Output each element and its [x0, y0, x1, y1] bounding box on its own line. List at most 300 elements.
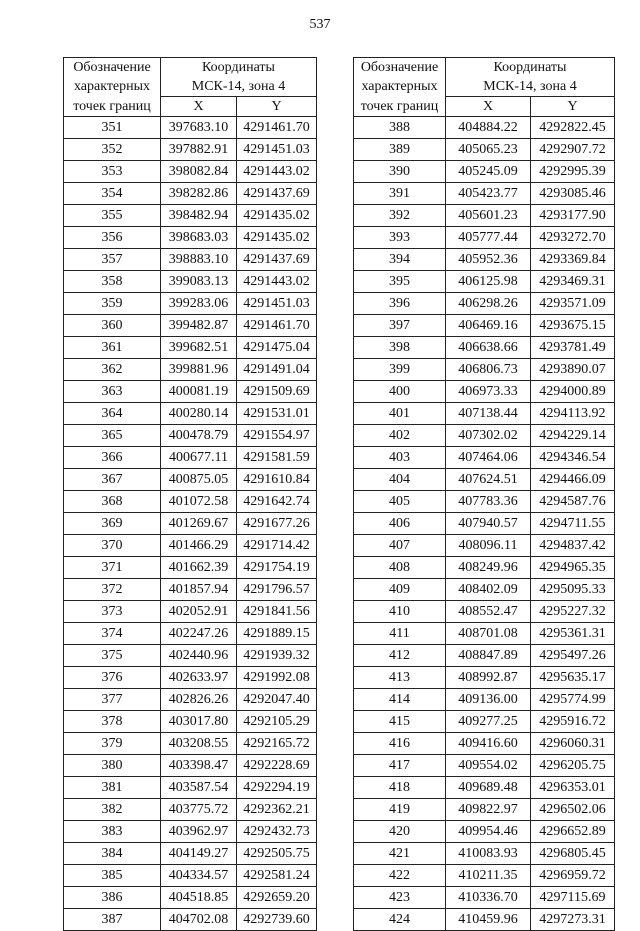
- x-coordinate-cell: 404702.08: [161, 909, 237, 931]
- table-row: [354, 403, 615, 425]
- x-coordinate-cell: 410211.35: [446, 865, 531, 887]
- y-coordinate-cell: 4293469.31: [531, 271, 615, 293]
- table-row: [64, 381, 317, 403]
- point-number-cell: 385: [64, 865, 161, 887]
- x-coordinate-cell: 402633.97: [161, 667, 237, 689]
- table-row: [64, 821, 317, 843]
- x-coordinate-cell: 400677.11: [161, 447, 237, 469]
- x-coordinate-cell: 410083.93: [446, 843, 531, 865]
- y-coordinate-cell: 4294000.89: [531, 381, 615, 403]
- header-point-label: характерных: [64, 78, 161, 97]
- y-coordinate-cell: 4297115.69: [531, 887, 615, 909]
- x-coordinate-cell: 403017.80: [161, 711, 237, 733]
- y-coordinate-cell: 4294587.76: [531, 491, 615, 513]
- y-coordinate-cell: 4292294.19: [237, 777, 317, 799]
- y-coordinate-cell: 4292995.39: [531, 161, 615, 183]
- y-coordinate-cell: 4291841.56: [237, 601, 317, 623]
- table-row: [64, 623, 317, 645]
- y-coordinate-cell: 4291491.04: [237, 359, 317, 381]
- y-coordinate-cell: 4293369.84: [531, 249, 615, 271]
- table-row: [64, 579, 317, 601]
- table-row: [354, 799, 615, 821]
- table-row: [354, 425, 615, 447]
- table-row: [354, 227, 615, 249]
- y-coordinate-cell: 4292362.21: [237, 799, 317, 821]
- point-number-cell: 401: [354, 403, 446, 425]
- table-body-left: [64, 117, 317, 931]
- point-number-cell: 412: [354, 645, 446, 667]
- point-number-cell: 376: [64, 667, 161, 689]
- point-number-cell: 406: [354, 513, 446, 535]
- y-coordinate-cell: 4291475.04: [237, 337, 317, 359]
- point-number-cell: 378: [64, 711, 161, 733]
- point-number-cell: 351: [64, 117, 161, 139]
- y-coordinate-cell: 4291610.84: [237, 469, 317, 491]
- x-coordinate-cell: 406469.16: [446, 315, 531, 337]
- y-coordinate-cell: 4296959.72: [531, 865, 615, 887]
- point-number-cell: 392: [354, 205, 446, 227]
- x-coordinate-cell: 398082.84: [161, 161, 237, 183]
- x-coordinate-cell: 402052.91: [161, 601, 237, 623]
- point-number-cell: 354: [64, 183, 161, 205]
- table-body-right: [354, 117, 615, 931]
- y-coordinate-cell: 4296205.75: [531, 755, 615, 777]
- point-number-cell: 366: [64, 447, 161, 469]
- point-number-cell: 410: [354, 601, 446, 623]
- x-coordinate-cell: 403587.54: [161, 777, 237, 799]
- y-coordinate-cell: 4292739.60: [237, 909, 317, 931]
- y-coordinate-cell: 4291461.70: [237, 117, 317, 139]
- point-number-cell: 382: [64, 799, 161, 821]
- table-row: [354, 469, 615, 491]
- header-x: X: [446, 97, 531, 117]
- y-coordinate-cell: 4294466.09: [531, 469, 615, 491]
- point-number-cell: 381: [64, 777, 161, 799]
- x-coordinate-cell: 398683.03: [161, 227, 237, 249]
- table-row: [354, 733, 615, 755]
- table-row: [354, 865, 615, 887]
- table-row: [354, 293, 615, 315]
- page-number: 537: [309, 17, 331, 32]
- table-row: [64, 909, 317, 931]
- y-coordinate-cell: 4293177.90: [531, 205, 615, 227]
- header-system: МСК-14, зона 4: [446, 78, 615, 97]
- y-coordinate-cell: 4291889.15: [237, 623, 317, 645]
- x-coordinate-cell: 404149.27: [161, 843, 237, 865]
- point-number-cell: 384: [64, 843, 161, 865]
- table-row: [64, 711, 317, 733]
- table-row: [64, 227, 317, 249]
- header-point-label: характерных: [354, 78, 446, 97]
- point-number-cell: 370: [64, 535, 161, 557]
- coordinates-table-left: [63, 57, 317, 931]
- x-coordinate-cell: 399283.06: [161, 293, 237, 315]
- point-number-cell: 353: [64, 161, 161, 183]
- point-number-cell: 352: [64, 139, 161, 161]
- x-coordinate-cell: 401662.39: [161, 557, 237, 579]
- y-coordinate-cell: 4291796.57: [237, 579, 317, 601]
- header-point-label: Обозначение: [64, 58, 161, 79]
- table-row: [64, 865, 317, 887]
- point-number-cell: 365: [64, 425, 161, 447]
- y-coordinate-cell: 4293675.15: [531, 315, 615, 337]
- table-row: [354, 689, 615, 711]
- header-y: Y: [237, 97, 317, 117]
- table-row: [354, 337, 615, 359]
- y-coordinate-cell: 4291677.26: [237, 513, 317, 535]
- table-row: [64, 689, 317, 711]
- table-row: [64, 733, 317, 755]
- point-number-cell: 388: [354, 117, 446, 139]
- x-coordinate-cell: 405777.44: [446, 227, 531, 249]
- y-coordinate-cell: 4291435.02: [237, 205, 317, 227]
- x-coordinate-cell: 409954.46: [446, 821, 531, 843]
- table-row: [64, 425, 317, 447]
- x-coordinate-cell: 403775.72: [161, 799, 237, 821]
- x-coordinate-cell: 399682.51: [161, 337, 237, 359]
- x-coordinate-cell: 408249.96: [446, 557, 531, 579]
- y-coordinate-cell: 4291554.97: [237, 425, 317, 447]
- table-row: [64, 117, 317, 139]
- point-number-cell: 362: [64, 359, 161, 381]
- table-row: [354, 579, 615, 601]
- point-number-cell: 400: [354, 381, 446, 403]
- point-number-cell: 363: [64, 381, 161, 403]
- header-x: X: [161, 97, 237, 117]
- y-coordinate-cell: 4296805.45: [531, 843, 615, 865]
- x-coordinate-cell: 409416.60: [446, 733, 531, 755]
- table-row: [64, 843, 317, 865]
- table-row: [64, 403, 317, 425]
- table-row: [354, 117, 615, 139]
- x-coordinate-cell: 399083.13: [161, 271, 237, 293]
- table-row: [354, 623, 615, 645]
- x-coordinate-cell: 409136.00: [446, 689, 531, 711]
- y-coordinate-cell: 4295635.17: [531, 667, 615, 689]
- header-coordinates: Координаты: [446, 58, 615, 79]
- point-number-cell: 417: [354, 755, 446, 777]
- table-row: [354, 271, 615, 293]
- point-number-cell: 409: [354, 579, 446, 601]
- point-number-cell: 397: [354, 315, 446, 337]
- y-coordinate-cell: 4292822.45: [531, 117, 615, 139]
- y-coordinate-cell: 4294711.55: [531, 513, 615, 535]
- y-coordinate-cell: 4295774.99: [531, 689, 615, 711]
- table-row: [64, 271, 317, 293]
- table-row: [64, 359, 317, 381]
- x-coordinate-cell: 405245.09: [446, 161, 531, 183]
- point-number-cell: 403: [354, 447, 446, 469]
- x-coordinate-cell: 410459.96: [446, 909, 531, 931]
- point-number-cell: 394: [354, 249, 446, 271]
- y-coordinate-cell: 4292505.75: [237, 843, 317, 865]
- point-number-cell: 418: [354, 777, 446, 799]
- y-coordinate-cell: 4293781.49: [531, 337, 615, 359]
- point-number-cell: 356: [64, 227, 161, 249]
- table-row: [354, 161, 615, 183]
- point-number-cell: 377: [64, 689, 161, 711]
- table-row: [354, 513, 615, 535]
- header-point-label: точек границ: [354, 97, 446, 117]
- x-coordinate-cell: 398883.10: [161, 249, 237, 271]
- x-coordinate-cell: 406638.66: [446, 337, 531, 359]
- x-coordinate-cell: 408701.08: [446, 623, 531, 645]
- point-number-cell: 380: [64, 755, 161, 777]
- x-coordinate-cell: 403398.47: [161, 755, 237, 777]
- point-number-cell: 391: [354, 183, 446, 205]
- table-row: [64, 183, 317, 205]
- x-coordinate-cell: 404334.57: [161, 865, 237, 887]
- table-row: [64, 469, 317, 491]
- point-number-cell: 387: [64, 909, 161, 931]
- point-number-cell: 424: [354, 909, 446, 931]
- table-row: [64, 249, 317, 271]
- point-number-cell: 393: [354, 227, 446, 249]
- point-number-cell: 408: [354, 557, 446, 579]
- y-coordinate-cell: 4296502.06: [531, 799, 615, 821]
- y-coordinate-cell: 4295916.72: [531, 711, 615, 733]
- y-coordinate-cell: 4297273.31: [531, 909, 615, 931]
- table-row: [354, 315, 615, 337]
- y-coordinate-cell: 4292165.72: [237, 733, 317, 755]
- x-coordinate-cell: 410336.70: [446, 887, 531, 909]
- x-coordinate-cell: 406125.98: [446, 271, 531, 293]
- table-row: [354, 249, 615, 271]
- table-row: [64, 755, 317, 777]
- x-coordinate-cell: 407940.57: [446, 513, 531, 535]
- point-number-cell: 411: [354, 623, 446, 645]
- point-number-cell: 355: [64, 205, 161, 227]
- table-row: [64, 601, 317, 623]
- x-coordinate-cell: 409554.02: [446, 755, 531, 777]
- y-coordinate-cell: 4295227.32: [531, 601, 615, 623]
- point-number-cell: 419: [354, 799, 446, 821]
- y-coordinate-cell: 4291714.42: [237, 535, 317, 557]
- table-row: [64, 799, 317, 821]
- y-coordinate-cell: 4291642.74: [237, 491, 317, 513]
- y-coordinate-cell: 4291509.69: [237, 381, 317, 403]
- table-row: [64, 513, 317, 535]
- x-coordinate-cell: 407624.51: [446, 469, 531, 491]
- y-coordinate-cell: 4292432.73: [237, 821, 317, 843]
- table-row: [354, 205, 615, 227]
- y-coordinate-cell: 4291451.03: [237, 293, 317, 315]
- x-coordinate-cell: 400478.79: [161, 425, 237, 447]
- x-coordinate-cell: 399881.96: [161, 359, 237, 381]
- point-number-cell: 413: [354, 667, 446, 689]
- y-coordinate-cell: 4291939.32: [237, 645, 317, 667]
- point-number-cell: 416: [354, 733, 446, 755]
- x-coordinate-cell: 397683.10: [161, 117, 237, 139]
- x-coordinate-cell: 398282.86: [161, 183, 237, 205]
- point-number-cell: 398: [354, 337, 446, 359]
- point-number-cell: 361: [64, 337, 161, 359]
- y-coordinate-cell: 4292581.24: [237, 865, 317, 887]
- x-coordinate-cell: 408992.87: [446, 667, 531, 689]
- table-row: [354, 447, 615, 469]
- y-coordinate-cell: 4295095.33: [531, 579, 615, 601]
- y-coordinate-cell: 4295361.31: [531, 623, 615, 645]
- y-coordinate-cell: 4291451.03: [237, 139, 317, 161]
- x-coordinate-cell: 406973.33: [446, 381, 531, 403]
- table-row: [64, 557, 317, 579]
- x-coordinate-cell: 402826.26: [161, 689, 237, 711]
- table-row: [354, 843, 615, 865]
- y-coordinate-cell: 4294965.35: [531, 557, 615, 579]
- y-coordinate-cell: 4291754.19: [237, 557, 317, 579]
- x-coordinate-cell: 408847.89: [446, 645, 531, 667]
- x-coordinate-cell: 403962.97: [161, 821, 237, 843]
- x-coordinate-cell: 408402.09: [446, 579, 531, 601]
- point-number-cell: 371: [64, 557, 161, 579]
- table-row: [354, 711, 615, 733]
- y-coordinate-cell: 4293571.09: [531, 293, 615, 315]
- y-coordinate-cell: 4291581.59: [237, 447, 317, 469]
- table-row: [354, 183, 615, 205]
- x-coordinate-cell: 408096.11: [446, 535, 531, 557]
- y-coordinate-cell: 4291437.69: [237, 183, 317, 205]
- table-row: [64, 645, 317, 667]
- point-number-cell: 360: [64, 315, 161, 337]
- point-number-cell: 368: [64, 491, 161, 513]
- y-coordinate-cell: 4291443.02: [237, 161, 317, 183]
- table-row: [354, 645, 615, 667]
- y-coordinate-cell: 4295497.26: [531, 645, 615, 667]
- y-coordinate-cell: 4293272.70: [531, 227, 615, 249]
- point-number-cell: 414: [354, 689, 446, 711]
- x-coordinate-cell: 402440.96: [161, 645, 237, 667]
- table-row: [64, 139, 317, 161]
- table-row: [64, 315, 317, 337]
- table-row: [64, 293, 317, 315]
- table-row: [354, 557, 615, 579]
- point-number-cell: 390: [354, 161, 446, 183]
- table-row: [354, 667, 615, 689]
- table-row: [64, 161, 317, 183]
- table-row: [64, 337, 317, 359]
- x-coordinate-cell: 401466.29: [161, 535, 237, 557]
- point-number-cell: 389: [354, 139, 446, 161]
- y-coordinate-cell: 4291992.08: [237, 667, 317, 689]
- x-coordinate-cell: 401072.58: [161, 491, 237, 513]
- y-coordinate-cell: 4293890.07: [531, 359, 615, 381]
- table-row: [354, 381, 615, 403]
- header-point-label: Обозначение: [354, 58, 446, 79]
- point-number-cell: 364: [64, 403, 161, 425]
- table-row: [354, 755, 615, 777]
- point-number-cell: 405: [354, 491, 446, 513]
- y-coordinate-cell: 4292105.29: [237, 711, 317, 733]
- x-coordinate-cell: 404518.85: [161, 887, 237, 909]
- point-number-cell: 423: [354, 887, 446, 909]
- y-coordinate-cell: 4294229.14: [531, 425, 615, 447]
- x-coordinate-cell: 408552.47: [446, 601, 531, 623]
- point-number-cell: 369: [64, 513, 161, 535]
- header-system: МСК-14, зона 4: [161, 78, 317, 97]
- point-number-cell: 359: [64, 293, 161, 315]
- x-coordinate-cell: 397882.91: [161, 139, 237, 161]
- y-coordinate-cell: 4294837.42: [531, 535, 615, 557]
- table-row: [64, 447, 317, 469]
- header-point-label: точек границ: [64, 97, 161, 117]
- y-coordinate-cell: 4291443.02: [237, 271, 317, 293]
- y-coordinate-cell: 4296652.89: [531, 821, 615, 843]
- point-number-cell: 402: [354, 425, 446, 447]
- point-number-cell: 415: [354, 711, 446, 733]
- table-row: [354, 359, 615, 381]
- x-coordinate-cell: 401269.67: [161, 513, 237, 535]
- x-coordinate-cell: 404884.22: [446, 117, 531, 139]
- x-coordinate-cell: 403208.55: [161, 733, 237, 755]
- y-coordinate-cell: 4292907.72: [531, 139, 615, 161]
- point-number-cell: 367: [64, 469, 161, 491]
- point-number-cell: 358: [64, 271, 161, 293]
- y-coordinate-cell: 4293085.46: [531, 183, 615, 205]
- point-number-cell: 396: [354, 293, 446, 315]
- x-coordinate-cell: 399482.87: [161, 315, 237, 337]
- table-row: [354, 491, 615, 513]
- point-number-cell: 386: [64, 887, 161, 909]
- y-coordinate-cell: 4291531.01: [237, 403, 317, 425]
- point-number-cell: 420: [354, 821, 446, 843]
- point-number-cell: 383: [64, 821, 161, 843]
- header-coordinates: Координаты: [161, 58, 317, 79]
- point-number-cell: 399: [354, 359, 446, 381]
- y-coordinate-cell: 4296060.31: [531, 733, 615, 755]
- x-coordinate-cell: 407783.36: [446, 491, 531, 513]
- x-coordinate-cell: 405952.36: [446, 249, 531, 271]
- point-number-cell: 422: [354, 865, 446, 887]
- x-coordinate-cell: 400875.05: [161, 469, 237, 491]
- x-coordinate-cell: 409822.97: [446, 799, 531, 821]
- y-coordinate-cell: 4291437.69: [237, 249, 317, 271]
- point-number-cell: 407: [354, 535, 446, 557]
- x-coordinate-cell: 407464.06: [446, 447, 531, 469]
- table-row: [354, 887, 615, 909]
- point-number-cell: 357: [64, 249, 161, 271]
- point-number-cell: 379: [64, 733, 161, 755]
- y-coordinate-cell: 4291461.70: [237, 315, 317, 337]
- table-row: [64, 491, 317, 513]
- y-coordinate-cell: 4294113.92: [531, 403, 615, 425]
- x-coordinate-cell: 406298.26: [446, 293, 531, 315]
- table-row: [354, 535, 615, 557]
- x-coordinate-cell: 407302.02: [446, 425, 531, 447]
- table-row: [64, 667, 317, 689]
- header-y: Y: [531, 97, 615, 117]
- x-coordinate-cell: 400081.19: [161, 381, 237, 403]
- x-coordinate-cell: 409689.48: [446, 777, 531, 799]
- x-coordinate-cell: 407138.44: [446, 403, 531, 425]
- table-row: [354, 777, 615, 799]
- y-coordinate-cell: 4291435.02: [237, 227, 317, 249]
- table-row: [354, 821, 615, 843]
- x-coordinate-cell: 398482.94: [161, 205, 237, 227]
- y-coordinate-cell: 4294346.54: [531, 447, 615, 469]
- x-coordinate-cell: 402247.26: [161, 623, 237, 645]
- x-coordinate-cell: 401857.94: [161, 579, 237, 601]
- y-coordinate-cell: 4292047.40: [237, 689, 317, 711]
- table-row: [64, 887, 317, 909]
- table-row: [64, 535, 317, 557]
- point-number-cell: 421: [354, 843, 446, 865]
- y-coordinate-cell: 4292659.20: [237, 887, 317, 909]
- y-coordinate-cell: 4296353.01: [531, 777, 615, 799]
- point-number-cell: 372: [64, 579, 161, 601]
- table-row: [64, 777, 317, 799]
- x-coordinate-cell: 400280.14: [161, 403, 237, 425]
- point-number-cell: 395: [354, 271, 446, 293]
